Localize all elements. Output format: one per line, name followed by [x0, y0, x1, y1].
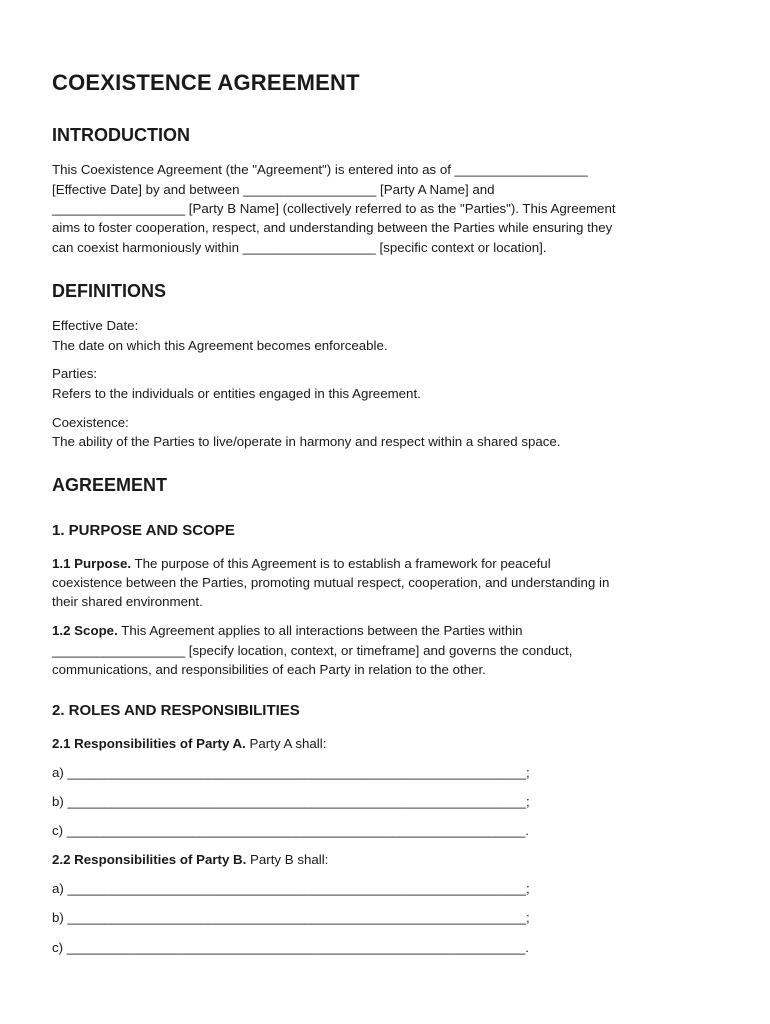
scope-line: communications, and responsibilities of each Party in relation to the other. [52, 662, 486, 677]
introduction-heading: INTRODUCTION [52, 125, 190, 145]
party-a-item: c) ______________________________________________________________. [52, 823, 529, 838]
definition-text: Refers to the individuals or entities engaged in this Agreement. [52, 386, 421, 401]
purpose-line: coexistence between the Parties, promoting mutual respect, cooperation, and understanding in [52, 575, 610, 590]
party-b-item: b) ______________________________________________________________; [52, 910, 530, 925]
section-2-heading: 2. ROLES AND RESPONSIBILITIES [52, 702, 300, 719]
party-b-item: c) ______________________________________________________________. [52, 940, 529, 955]
definition-term: Effective Date: [52, 318, 139, 333]
intro-line: This Coexistence Agreement (the "Agreement") is entered into as of __________________ [52, 162, 588, 177]
scope-label: 1.2 Scope. [52, 623, 118, 638]
purpose-text: The purpose of this Agreement is to establish a framework for peaceful [131, 556, 551, 571]
party-a-item: a) ______________________________________________________________; [52, 765, 530, 780]
intro-line: can coexist harmoniously within __________________ [specific context or location]. [52, 240, 547, 255]
definition-term: Coexistence: [52, 415, 129, 430]
scope-line [52, 621, 722, 640]
document-title: COEXISTENCE AGREEMENT [52, 70, 360, 95]
party-a-intro: Party A shall: [245, 736, 327, 751]
party-a-line [52, 734, 722, 753]
definition-term: Parties: [52, 366, 98, 381]
intro-line: aims to foster cooperation, respect, and understanding between the Parties while ensuring they [52, 220, 613, 235]
party-b-intro: Party B shall: [246, 852, 329, 867]
party-a-item: b) ______________________________________________________________; [52, 794, 530, 809]
scope-line: __________________ [specify location, context, or timeframe] and governs the conduct, [52, 643, 573, 658]
scope-text: This Agreement applies to all interactions between the Parties within [117, 623, 523, 638]
agreement-heading: AGREEMENT [52, 475, 168, 495]
definition-text: The date on which this Agreement becomes enforceable. [52, 338, 388, 353]
party-a-label: 2.1 Responsibilities of Party A. [52, 736, 246, 751]
intro-line: [Effective Date] by and between __________________ [Party A Name] and [52, 182, 495, 197]
party-b-line [52, 850, 722, 869]
section-1-heading: 1. PURPOSE AND SCOPE [52, 522, 235, 539]
definition-text: The ability of the Parties to live/operate in harmony and respect within a shared space. [52, 434, 561, 449]
intro-line: __________________ [Party B Name] (collectively referred to as the "Parties"). This Agreement [52, 201, 616, 216]
purpose-label: 1.1 Purpose. [52, 556, 132, 571]
party-b-item: a) ______________________________________________________________; [52, 881, 530, 896]
purpose-line: their shared environment. [52, 594, 203, 609]
definitions-heading: DEFINITIONS [52, 281, 167, 301]
party-b-label: 2.2 Responsibilities of Party B. [52, 852, 247, 867]
purpose-line [52, 554, 722, 573]
